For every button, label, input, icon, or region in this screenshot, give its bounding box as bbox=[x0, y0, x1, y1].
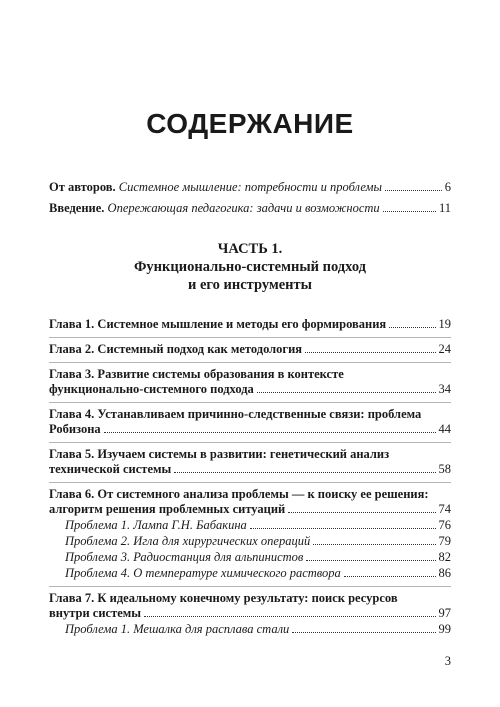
entry-lead: Введение. bbox=[49, 201, 105, 215]
entry-lead: От авторов. bbox=[49, 180, 116, 194]
leader-dots bbox=[383, 211, 436, 212]
page-ref: 34 bbox=[438, 382, 451, 396]
chapter-title-cont: внутри системы bbox=[49, 606, 142, 620]
entry-subtitle: Опережающая педагогика: задачи и возможности bbox=[107, 201, 380, 215]
leader-dots bbox=[305, 352, 435, 353]
leader-dots bbox=[292, 632, 435, 633]
chapter-title: Глава 7. К идеальному конечному результату: поиск ресурсов bbox=[49, 591, 398, 605]
part-title-line1: Функционально-системный подход bbox=[133, 259, 367, 275]
page-ref: 6 bbox=[444, 180, 451, 194]
leader-dots bbox=[306, 560, 435, 561]
chapter-title-cont: функционально-системного подхода bbox=[49, 382, 254, 396]
part-number: ЧАСТЬ 1. bbox=[217, 241, 283, 257]
toc-entry-authors[interactable] bbox=[49, 180, 451, 195]
chapter-title-cont: алгоритм решения проблемных ситуаций bbox=[49, 502, 286, 516]
subsection-title: Проблема 2. Игла для хирургических операций bbox=[65, 534, 311, 548]
page-ref: 99 bbox=[438, 622, 451, 636]
chapter-list bbox=[49, 317, 451, 642]
leader-dots bbox=[385, 190, 442, 191]
page-ref: 76 bbox=[438, 518, 451, 532]
page-ref: 58 bbox=[438, 462, 451, 476]
chapter-title: Глава 2. Системный подход как методология bbox=[49, 342, 303, 356]
page-title: СОДЕРЖАНИЕ bbox=[146, 108, 354, 139]
chapter-title: Глава 3. Развитие системы образования в контексте bbox=[49, 367, 344, 381]
leader-dots bbox=[344, 576, 436, 577]
toc-subsection[interactable] bbox=[49, 550, 451, 565]
subsection-title: Проблема 4. О температуре химического раствора bbox=[65, 566, 341, 580]
chapter-title: Глава 6. От системного анализа проблемы — к поиску ее решения: bbox=[49, 487, 429, 501]
front-matter-list bbox=[49, 180, 451, 216]
toc-chapter-5[interactable] bbox=[49, 442, 451, 477]
chapter-title: Глава 5. Изучаем системы в развитии: генетический анализ bbox=[49, 447, 390, 461]
leader-dots bbox=[313, 544, 435, 545]
subsection-title: Проблема 3. Радиостанция для альпинистов bbox=[65, 550, 304, 564]
subsection-title: Проблема 1. Мешалка для расплава стали bbox=[65, 622, 290, 636]
toc-subsection[interactable] bbox=[49, 534, 451, 549]
chapter-title: Глава 4. Устанавливаем причинно-следственные связи: проблема bbox=[49, 407, 422, 421]
toc-chapter-3[interactable] bbox=[49, 362, 451, 397]
toc-chapter-2[interactable] bbox=[49, 337, 451, 357]
page-ref: 82 bbox=[438, 550, 451, 564]
entry-subtitle: Системное мышление: потребности и проблемы bbox=[118, 180, 382, 194]
subsection-title: Проблема 1. Лампа Г.Н. Бабакина bbox=[65, 518, 247, 532]
page-ref: 19 bbox=[438, 317, 451, 331]
toc-entry-intro[interactable] bbox=[49, 201, 451, 216]
chapter-title-cont: технической системы bbox=[49, 462, 172, 476]
page-number: 3 bbox=[444, 654, 451, 668]
page-ref: 86 bbox=[438, 566, 451, 580]
toc-chapter-6[interactable] bbox=[49, 482, 451, 581]
toc-subsection[interactable] bbox=[49, 622, 451, 637]
toc-chapter-1[interactable] bbox=[49, 317, 451, 332]
toc-subsection[interactable] bbox=[49, 566, 451, 581]
page-ref: 97 bbox=[438, 606, 451, 620]
page-ref: 11 bbox=[438, 201, 451, 215]
leader-dots bbox=[104, 432, 436, 433]
page-ref: 79 bbox=[438, 534, 451, 548]
leader-dots bbox=[257, 392, 436, 393]
toc-chapter-7[interactable] bbox=[49, 586, 451, 637]
page-ref: 24 bbox=[438, 342, 451, 356]
leader-dots bbox=[144, 616, 435, 617]
part-heading bbox=[0, 240, 500, 294]
leader-dots bbox=[389, 327, 435, 328]
toc-chapter-4[interactable] bbox=[49, 402, 451, 437]
leader-dots bbox=[250, 528, 436, 529]
toc-subsection[interactable] bbox=[49, 518, 451, 533]
part-title-line2: и его инструменты bbox=[187, 277, 312, 293]
chapter-title-cont: Робизона bbox=[49, 422, 101, 436]
page-ref: 44 bbox=[438, 422, 451, 436]
leader-dots bbox=[288, 512, 435, 513]
page-ref: 74 bbox=[438, 502, 451, 516]
leader-dots bbox=[174, 472, 435, 473]
chapter-title: Глава 1. Системное мышление и методы его формирования bbox=[49, 317, 387, 331]
